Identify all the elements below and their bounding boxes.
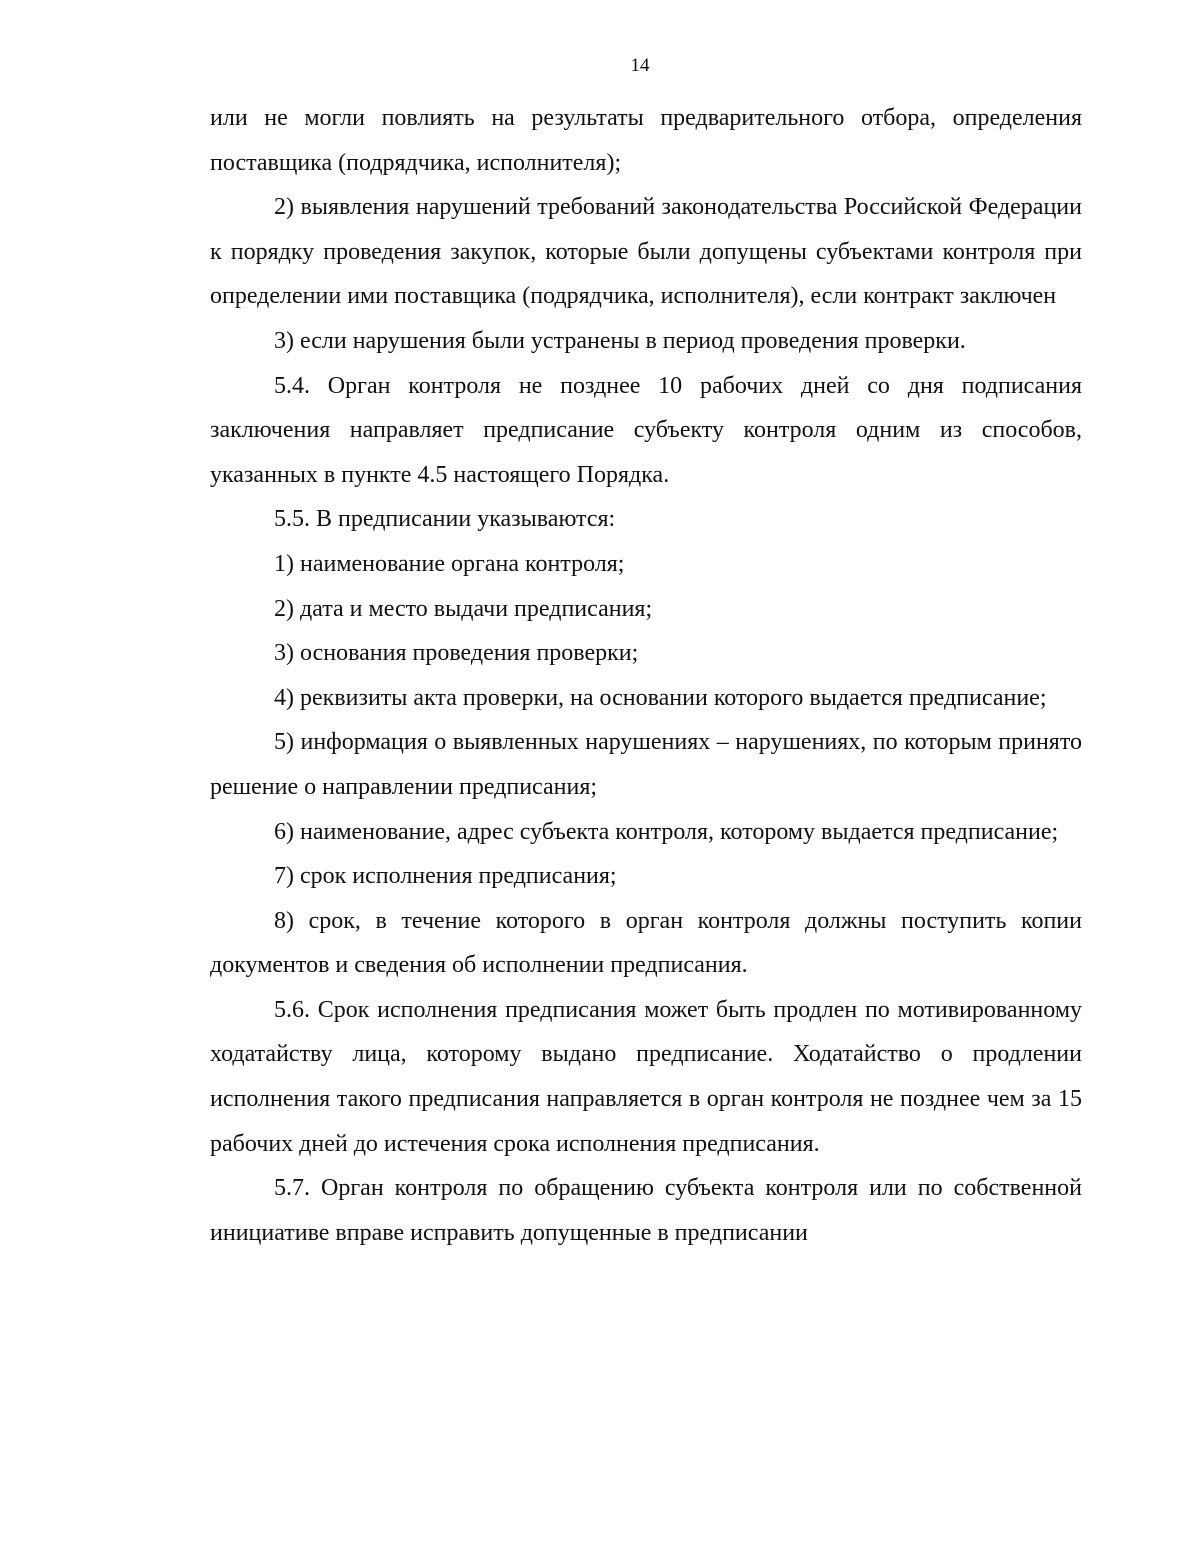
paragraph-continuation: или не могли повлиять на результаты предварительного отбора, определения поставщика (подрядчика, исполнителя);: [210, 105, 1082, 176]
list-item-2-violations: 2) выявления нарушений требований законодательства Российской Федерации к порядку проведения закупок, которые были допущены субъектами контроля при определении ими поставщика (подрядчика, исполнителя), если контракт заключен: [210, 194, 1082, 310]
list-item-5-violations-info: 5) информация о выявленных нарушениях – нарушениях, по которым принято решение о направлении предписания;: [210, 729, 1082, 800]
list-item-7-deadline: 7) срок исполнения предписания;: [274, 863, 617, 890]
list-item-8-documents-deadline: 8) срок, в течение которого в орган контроля должны поступить копии документов и сведения об исполнении предписания.: [210, 907, 1082, 979]
list-item-3-grounds: 3) основания проведения проверки;: [274, 640, 639, 667]
list-item-1-authority-name: 1) наименование органа контроля;: [274, 550, 625, 577]
clause-5-4: 5.4. Орган контроля не позднее 10 рабочих дней со дня подписания заключения направляет предписание субъекту контроля одним из способов, указанных в пункте 4.5 настоящего Порядка.: [210, 372, 1082, 488]
list-item-2-date-place: 2) дата и место выдачи предписания;: [274, 595, 653, 622]
list-item-6-subject-address: 6) наименование, адрес субъекта контроля, которому выдается предписание;: [274, 818, 1059, 845]
clause-5-5: 5.5. В предписании указываются:: [274, 506, 616, 533]
page-number: 14: [630, 55, 650, 76]
list-item-4-act-details: 4) реквизиты акта проверки, на основании которого выдается предписание;: [274, 684, 1047, 711]
document-body: [210, 96, 1082, 1255]
clause-5-6: 5.6. Срок исполнения предписания может быть продлен по мотивированному ходатайству лица, которому выдано предписание. Ходатайство о продлении исполнения такого предписания направляется в орган контроля не позднее чем за 15 рабочих дней до истечения срока исполнения предписания.: [210, 996, 1082, 1157]
clause-5-7: 5.7. Орган контроля по обращению субъекта контроля или по собственной инициативе вправе исправить допущенные в предписании: [210, 1175, 1082, 1246]
list-item-3-eliminated: 3) если нарушения были устранены в период проведения проверки.: [274, 327, 966, 354]
